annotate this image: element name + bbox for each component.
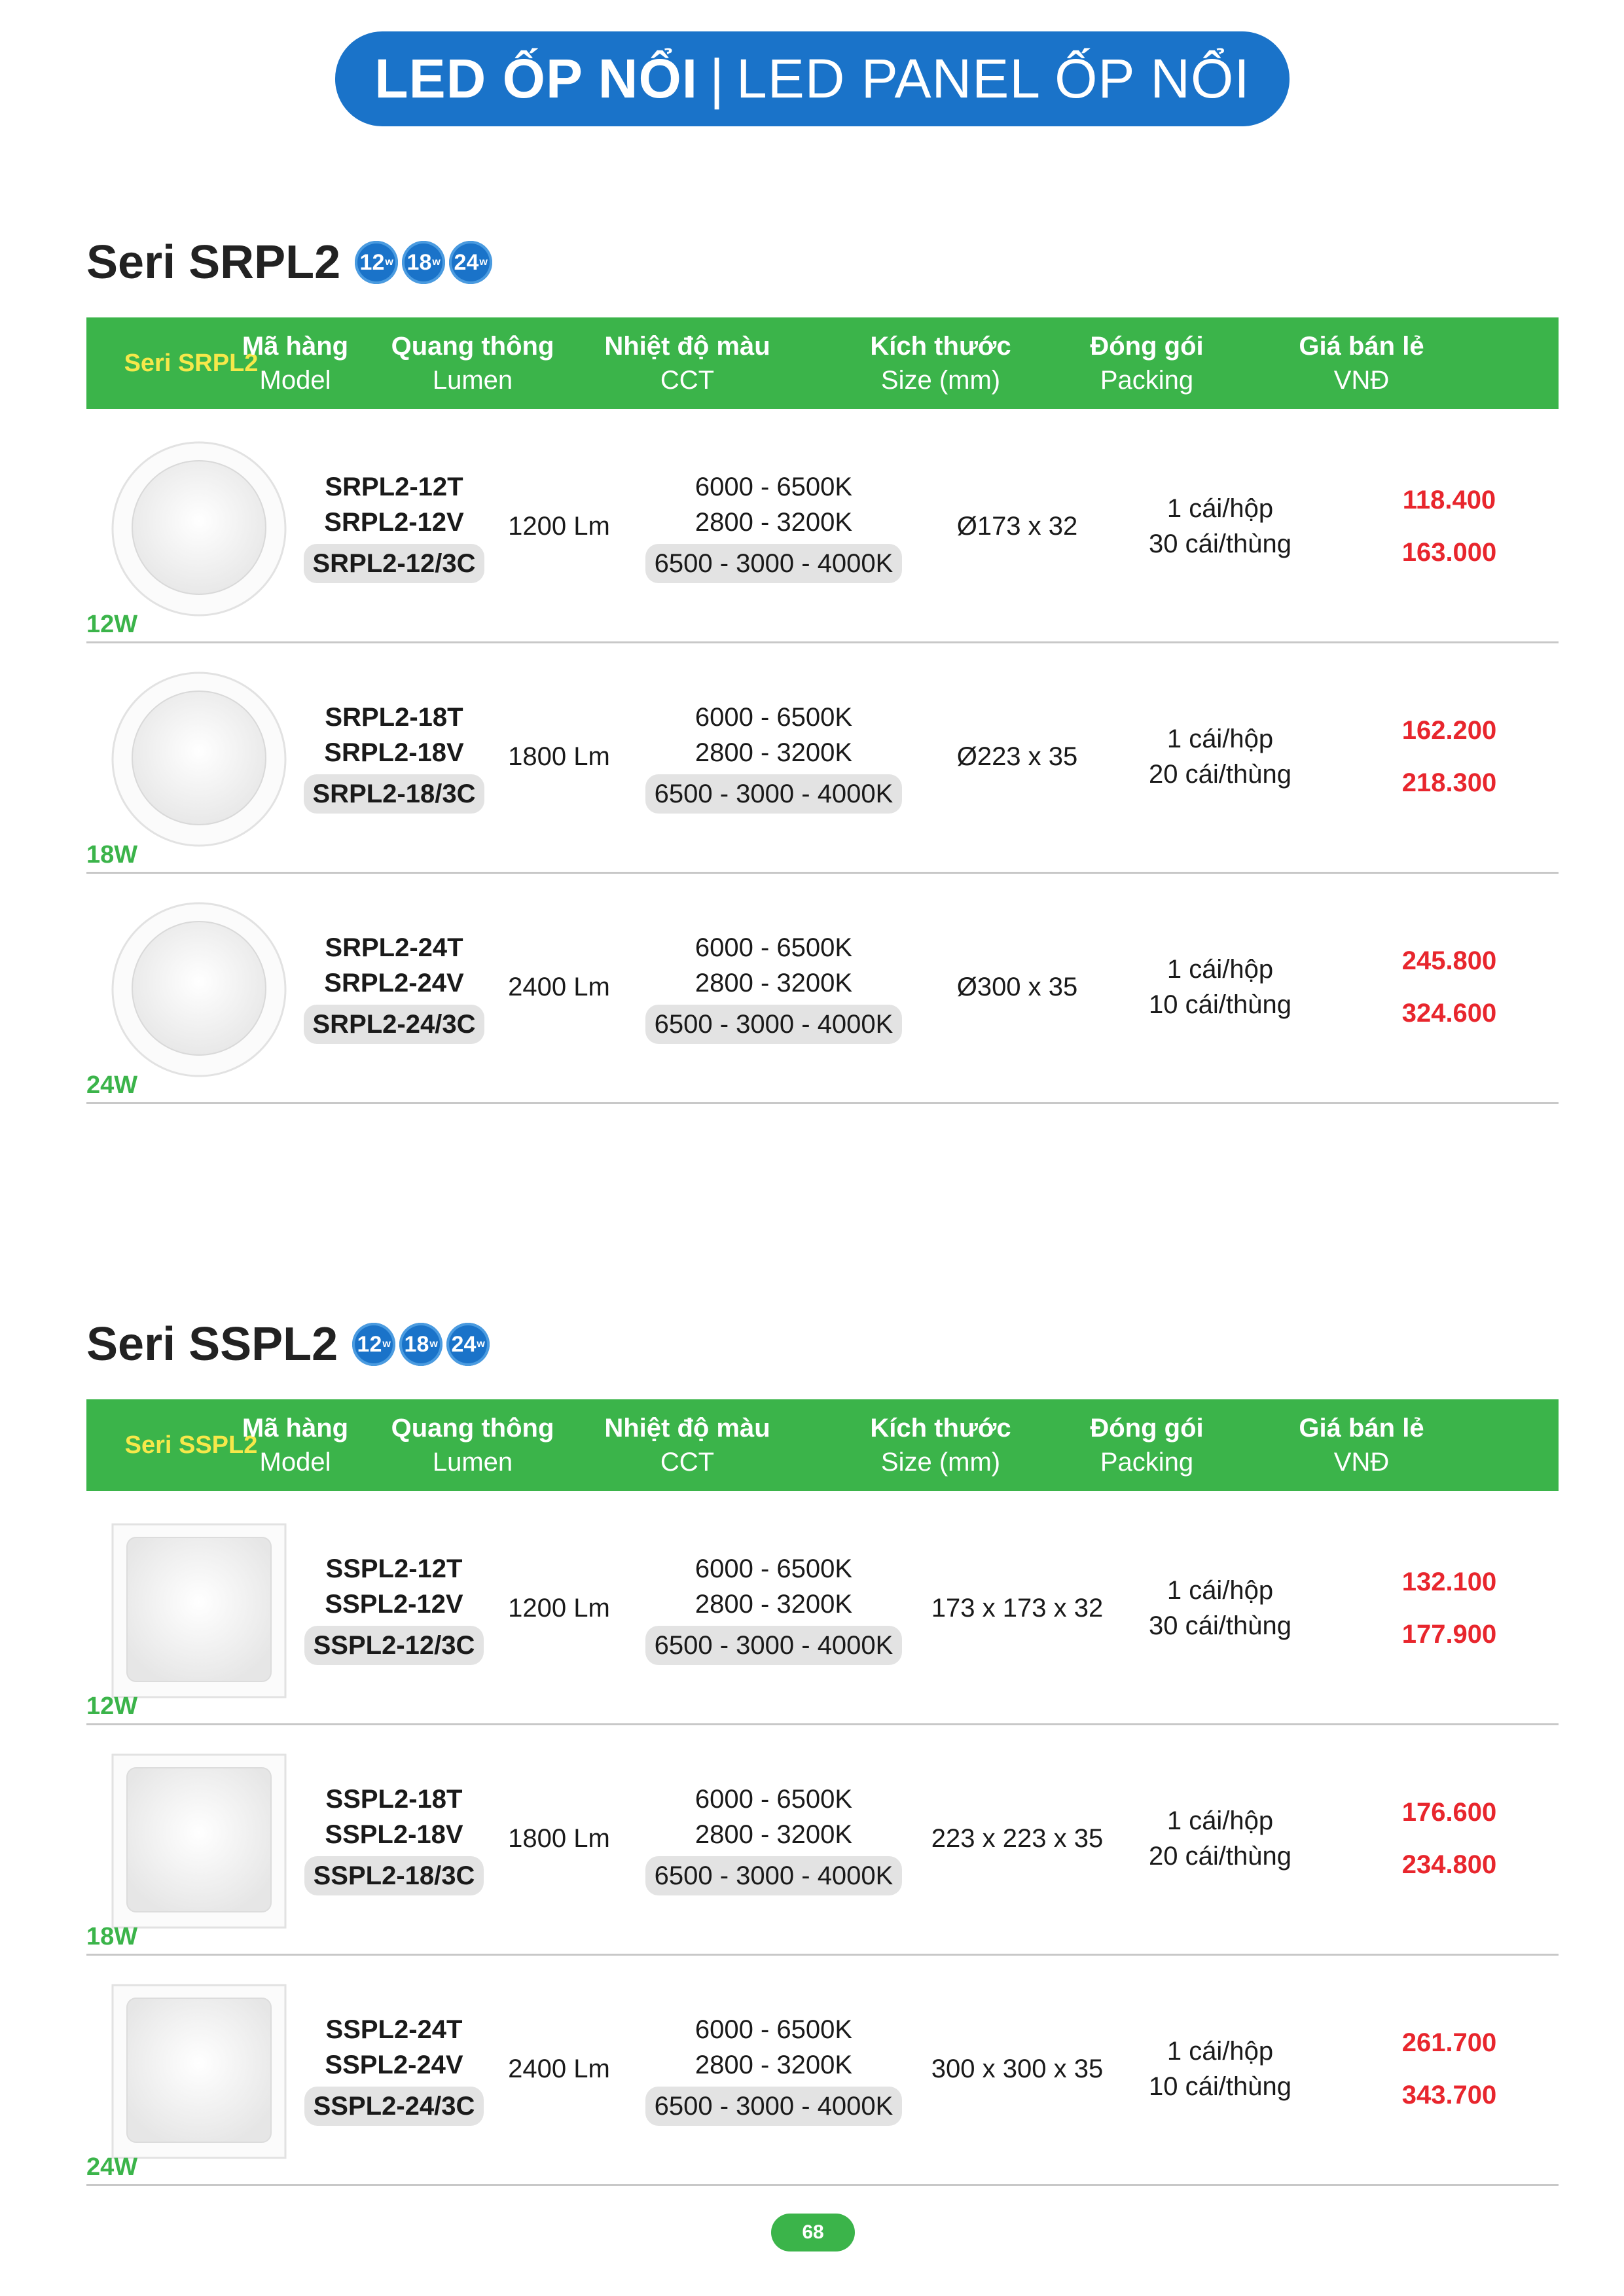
lumen-value: 2400 Lm — [508, 2054, 610, 2083]
table-header-size — [829, 1399, 1052, 1491]
packing-carton: 30 cái/thùng — [1149, 1611, 1291, 1640]
cell-price — [1351, 872, 1547, 1102]
table-header-lumen-sublabel: Lumen — [432, 1448, 513, 1477]
cell-packing — [1115, 1723, 1325, 1954]
cell-size — [906, 1723, 1128, 1954]
product-image — [101, 437, 297, 620]
wattage-label: 24W — [86, 1071, 138, 1099]
wattage-label: 18W — [86, 841, 138, 869]
cct-value: 2800 - 3200K — [695, 1590, 853, 1619]
wattage-badge: 24 w — [449, 241, 492, 284]
table-header — [86, 317, 1559, 409]
wattage-badge: 18 w — [402, 241, 445, 284]
price-value: 162.200 — [1401, 716, 1497, 745]
table-header-packing — [1042, 317, 1252, 409]
cell-size — [906, 411, 1128, 641]
wattage-label: 24W — [86, 2153, 138, 2181]
cell-size — [906, 872, 1128, 1102]
product-image — [101, 1519, 297, 1702]
cell-packing — [1115, 1493, 1325, 1723]
table-header-model-sublabel: Model — [259, 1448, 331, 1477]
table-row — [86, 411, 1559, 643]
wattage-badge-unit: w — [429, 1338, 438, 1350]
table-header-model-label: Mã hàng — [242, 332, 349, 361]
table-header-cct-sublabel: CCT — [660, 366, 715, 395]
price-value: 177.900 — [1401, 1620, 1497, 1649]
table-header-price-sublabel: VNĐ — [1333, 366, 1390, 395]
price-value: 245.800 — [1401, 946, 1497, 975]
table-header-price-label: Giá bán lẻ — [1299, 332, 1424, 361]
product-image — [101, 1980, 297, 2163]
product-image — [101, 898, 297, 1081]
wattage-badge: 24 w — [446, 1323, 490, 1366]
cct-value-3c: 6500 - 3000 - 4000K — [645, 544, 903, 583]
table-header-packing-label: Đóng gói — [1090, 1414, 1204, 1443]
cct-value-3c: 6500 - 3000 - 4000K — [645, 2087, 903, 2126]
table-header-price-label: Giá bán lẻ — [1299, 1414, 1424, 1443]
table-header-price-sublabel: VNĐ — [1333, 1448, 1390, 1477]
model-code: SSPL2-18V — [325, 1820, 463, 1849]
cell-price — [1351, 641, 1547, 872]
model-code: SRPL2-12V — [324, 508, 464, 537]
series-title — [86, 1318, 494, 1371]
size-value: 223 x 223 x 35 — [931, 1823, 1104, 1853]
lumen-value: 1200 Lm — [508, 1593, 610, 1623]
price-value: 343.700 — [1401, 2081, 1497, 2109]
wattage-badge-unit: w — [479, 257, 488, 268]
model-code-3c: SSPL2-18/3C — [304, 1856, 484, 1895]
lumen-value: 1800 Lm — [508, 742, 610, 771]
table-header — [86, 1399, 1559, 1491]
price-value: 163.000 — [1401, 538, 1497, 567]
size-value: Ø173 x 32 — [956, 511, 1078, 541]
header-title-bold: LED ỐP NỔI — [374, 48, 698, 109]
cct-value-3c: 6500 - 3000 - 4000K — [645, 1626, 903, 1665]
table-row — [86, 1723, 1559, 1956]
table-header-lumen-label: Quang thông — [391, 332, 554, 361]
cell-cct — [604, 872, 944, 1102]
table-header-cct — [491, 317, 884, 409]
model-code-3c: SRPL2-24/3C — [304, 1005, 485, 1044]
packing-box: 1 cái/hộp — [1166, 2037, 1274, 2066]
wattage-badge-unit: w — [477, 1338, 485, 1350]
table-header-packing — [1042, 1399, 1252, 1491]
wattage-label: 18W — [86, 1923, 138, 1950]
price-value: 218.300 — [1401, 768, 1497, 797]
cell-cct — [604, 1954, 944, 2184]
price-value: 132.100 — [1401, 1568, 1497, 1596]
header-separator: | — [710, 48, 725, 109]
table-header-cct-label: Nhiệt độ màu — [604, 332, 770, 361]
table-row — [86, 1954, 1559, 2186]
wattage-badge-unit: w — [385, 257, 393, 268]
cct-value-3c: 6500 - 3000 - 4000K — [645, 1856, 903, 1895]
cct-value: 6000 - 6500K — [695, 1554, 853, 1583]
cell-packing — [1115, 411, 1325, 641]
table-header-cct-sublabel: CCT — [660, 1448, 715, 1477]
series-title — [86, 236, 496, 289]
cell-packing — [1115, 872, 1325, 1102]
cell-price — [1351, 1723, 1547, 1954]
cell-cct — [604, 411, 944, 641]
packing-carton: 30 cái/thùng — [1149, 529, 1291, 558]
cct-value-3c: 6500 - 3000 - 4000K — [645, 1005, 903, 1044]
table-header-series-label: Seri SSPL2 — [124, 1431, 258, 1459]
model-code: SRPL2-18V — [324, 738, 464, 767]
model-code: SRPL2-24T — [325, 933, 463, 962]
lumen-value: 1800 Lm — [508, 1823, 610, 1853]
model-code: SSPL2-18T — [325, 1785, 463, 1814]
price-value: 234.800 — [1401, 1850, 1497, 1879]
table-header-series-label: Seri SRPL2 — [124, 349, 259, 377]
size-value: Ø223 x 35 — [956, 742, 1078, 771]
cell-size — [906, 1954, 1128, 2184]
wattage-label: 12W — [86, 611, 138, 638]
cell-cct — [604, 1493, 944, 1723]
cct-value: 2800 - 3200K — [695, 508, 853, 537]
model-code-3c: SRPL2-18/3C — [304, 774, 485, 814]
wattage-badge: 12 w — [355, 241, 398, 284]
packing-box: 1 cái/hộp — [1166, 494, 1274, 523]
product-image — [101, 1749, 297, 1933]
series-title-text: Seri SRPL2 — [86, 236, 341, 289]
lumen-value: 2400 Lm — [508, 972, 610, 1001]
model-code: SSPL2-12V — [325, 1590, 463, 1619]
size-value: Ø300 x 35 — [956, 972, 1078, 1001]
wattage-badge: 18 w — [399, 1323, 442, 1366]
model-code-3c: SRPL2-12/3C — [304, 544, 485, 583]
cell-price — [1351, 411, 1547, 641]
header-title-light: LED PANEL ỐP NỔI — [736, 48, 1250, 109]
model-code: SRPL2-18T — [325, 703, 463, 732]
model-code: SRPL2-12T — [325, 473, 463, 501]
model-code: SRPL2-24V — [324, 969, 464, 997]
table-header-lumen-label: Quang thông — [391, 1414, 554, 1443]
cell-size — [906, 1493, 1128, 1723]
cell-packing — [1115, 641, 1325, 872]
size-value: 300 x 300 x 35 — [931, 2054, 1104, 2083]
series-title-text: Seri SSPL2 — [86, 1318, 338, 1371]
table-header-cct-label: Nhiệt độ màu — [604, 1414, 770, 1443]
packing-carton: 20 cái/thùng — [1149, 760, 1291, 789]
cct-value: 2800 - 3200K — [695, 2051, 853, 2079]
cct-value: 6000 - 6500K — [695, 1785, 853, 1814]
table-header-size-label: Kích thước — [870, 1414, 1011, 1443]
cell-price — [1351, 1954, 1547, 2184]
model-code: SSPL2-12T — [325, 1554, 463, 1583]
table-header-packing-sublabel: Packing — [1100, 366, 1194, 395]
model-code: SSPL2-24T — [325, 2015, 463, 2044]
packing-box: 1 cái/hộp — [1166, 955, 1274, 984]
table-header-size-sublabel: Size (mm) — [880, 366, 1001, 395]
cct-value: 2800 - 3200K — [695, 1820, 853, 1849]
packing-box: 1 cái/hộp — [1166, 1806, 1274, 1835]
wattage-badge-unit: w — [432, 257, 441, 268]
table-header-price — [1250, 317, 1473, 409]
cct-value: 6000 - 6500K — [695, 703, 853, 732]
table-row — [86, 872, 1559, 1104]
table-row — [86, 641, 1559, 874]
table-header-packing-label: Đóng gói — [1090, 332, 1204, 361]
cct-value: 6000 - 6500K — [695, 2015, 853, 2044]
table-header-cct — [491, 1399, 884, 1491]
packing-carton: 20 cái/thùng — [1149, 1842, 1291, 1871]
cell-price — [1351, 1493, 1547, 1723]
cell-cct — [604, 1723, 944, 1954]
cct-value-3c: 6500 - 3000 - 4000K — [645, 774, 903, 814]
table-header-size-sublabel: Size (mm) — [880, 1448, 1001, 1477]
cct-value: 6000 - 6500K — [695, 933, 853, 962]
size-value: 173 x 173 x 32 — [931, 1593, 1104, 1623]
wattage-badge-unit: w — [382, 1338, 391, 1350]
price-value: 261.700 — [1401, 2028, 1497, 2057]
table-header-model-label: Mã hàng — [242, 1414, 349, 1443]
cell-size — [906, 641, 1128, 872]
page-header-banner — [335, 31, 1290, 126]
wattage-badge: 12 w — [352, 1323, 395, 1366]
packing-box: 1 cái/hộp — [1166, 1576, 1274, 1605]
lumen-value: 1200 Lm — [508, 511, 610, 541]
price-value: 118.400 — [1402, 486, 1496, 514]
price-value: 176.600 — [1401, 1798, 1497, 1827]
cell-packing — [1115, 1954, 1325, 2184]
page-number: 68 — [771, 2214, 855, 2251]
table-header-lumen-sublabel: Lumen — [432, 366, 513, 395]
product-image — [101, 668, 297, 851]
table-header-size — [829, 317, 1052, 409]
model-code-3c: SSPL2-12/3C — [304, 1626, 484, 1665]
table-row — [86, 1493, 1559, 1725]
table-header-packing-sublabel: Packing — [1100, 1448, 1194, 1477]
packing-carton: 10 cái/thùng — [1149, 990, 1291, 1019]
wattage-label: 12W — [86, 1693, 138, 1720]
table-header-price — [1250, 1399, 1473, 1491]
packing-carton: 10 cái/thùng — [1149, 2072, 1291, 2101]
cct-value: 2800 - 3200K — [695, 969, 853, 997]
cct-value: 6000 - 6500K — [695, 473, 853, 501]
model-code-3c: SSPL2-24/3C — [304, 2087, 484, 2126]
cct-value: 2800 - 3200K — [695, 738, 853, 767]
cell-cct — [604, 641, 944, 872]
table-header-model-sublabel: Model — [259, 366, 331, 395]
packing-box: 1 cái/hộp — [1166, 725, 1274, 753]
price-value: 324.600 — [1401, 999, 1497, 1028]
table-header-size-label: Kích thước — [870, 332, 1011, 361]
model-code: SSPL2-24V — [325, 2051, 463, 2079]
